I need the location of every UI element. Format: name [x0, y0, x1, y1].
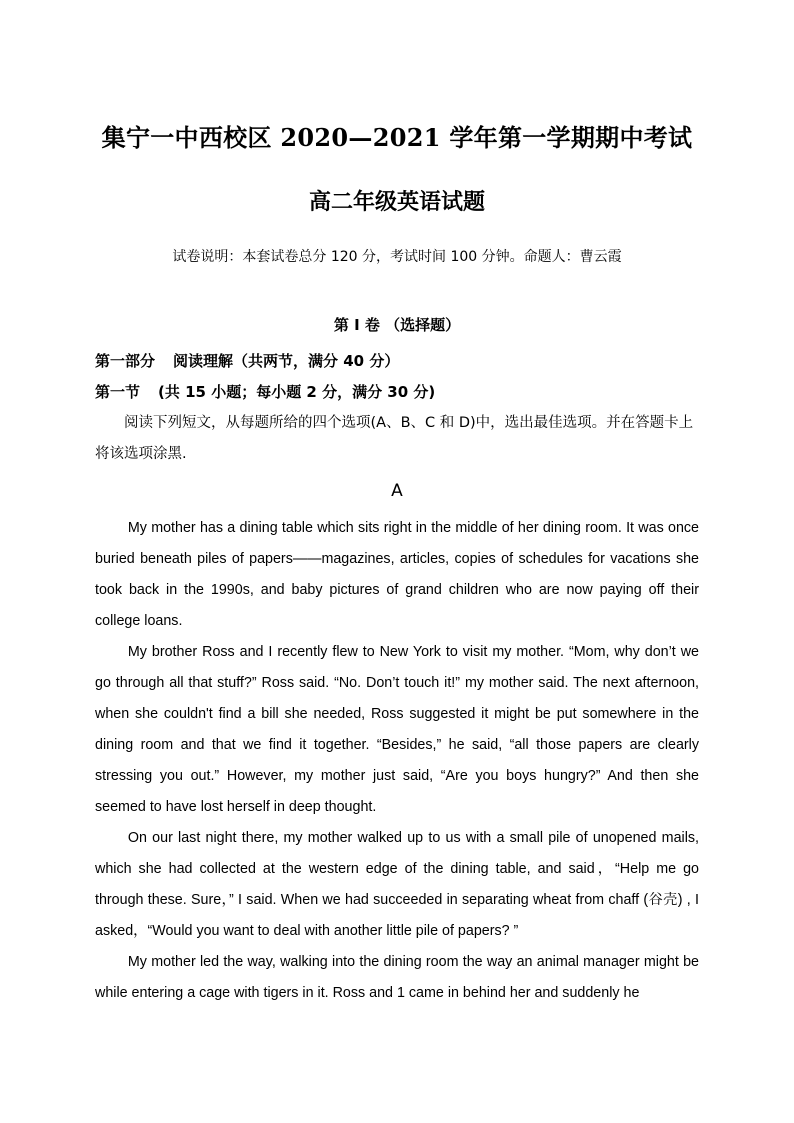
part-label: 第一部分 [95, 352, 156, 370]
instructions: 阅读下列短文，从每题所给的四个选项(A、B、C 和 D)中，选出最佳选项。并在答题卡上将该选项涂黑. [95, 415, 694, 462]
section-label: 第一节 [95, 383, 141, 401]
passage-paragraph-1: My mother has a dining table which sits right in the middle of her dining room. It was once buried beneath piles of papers——magazines, articles, copies of schedules for vacations she took back in the 1990s, and baby pictures of grand children who are now paying off their college loans. [95, 520, 699, 629]
passage-paragraph-3: On our last night there, my mother walked up to us with a small pile of unopened mails, which she had collected at the western edge of the dining table, and said，“Help me go through these. Sure，” I said. When we had succeeded in separating wheat from chaff (谷壳) , I asked，“Would you want to deal with another little pile of papers? ” [95, 830, 699, 939]
part-heading [95, 350, 399, 371]
exam-title: 集宁一中西校区 2020—2021 学年第一学期期中考试 [101, 123, 693, 152]
exam-subtitle: 高二年级英语试题 [308, 189, 485, 215]
passage-label: A [391, 481, 403, 501]
section-heading [95, 381, 435, 402]
passage-paragraph-2: My brother Ross and I recently flew to New York to visit my mother. “Mom, why don’t we go through all that stuff?” Ross said. “No. Don’t touch it!” my mother said. The next afternoon, when she couldn't find a bill she needed, Ross suggested it might be put somewhere in the dining room and that we find it together. “Besides,” he said, “all those papers are clearly stressing you out.” However, my mother just said, “Are you boys hungry?” And then she seemed to have lost herself in deep thought. [95, 644, 699, 815]
volume-title: 第 I 卷 （选择题） [333, 316, 461, 334]
part-desc: 阅读理解（共两节，满分 40 分） [173, 352, 400, 370]
exam-note: 试卷说明：本套试卷总分 120 分，考试时间 100 分钟。命题人：曹云霞 [172, 249, 622, 265]
passage-paragraph-4: My mother led the way, walking into the dining room the way an animal manager might be while entering a cage with tigers in it. Ross and 1 came in behind her and suddenly he [95, 954, 699, 1001]
section-desc: (共 15 小题；每小题 2 分，满分 30 分) [158, 383, 436, 401]
